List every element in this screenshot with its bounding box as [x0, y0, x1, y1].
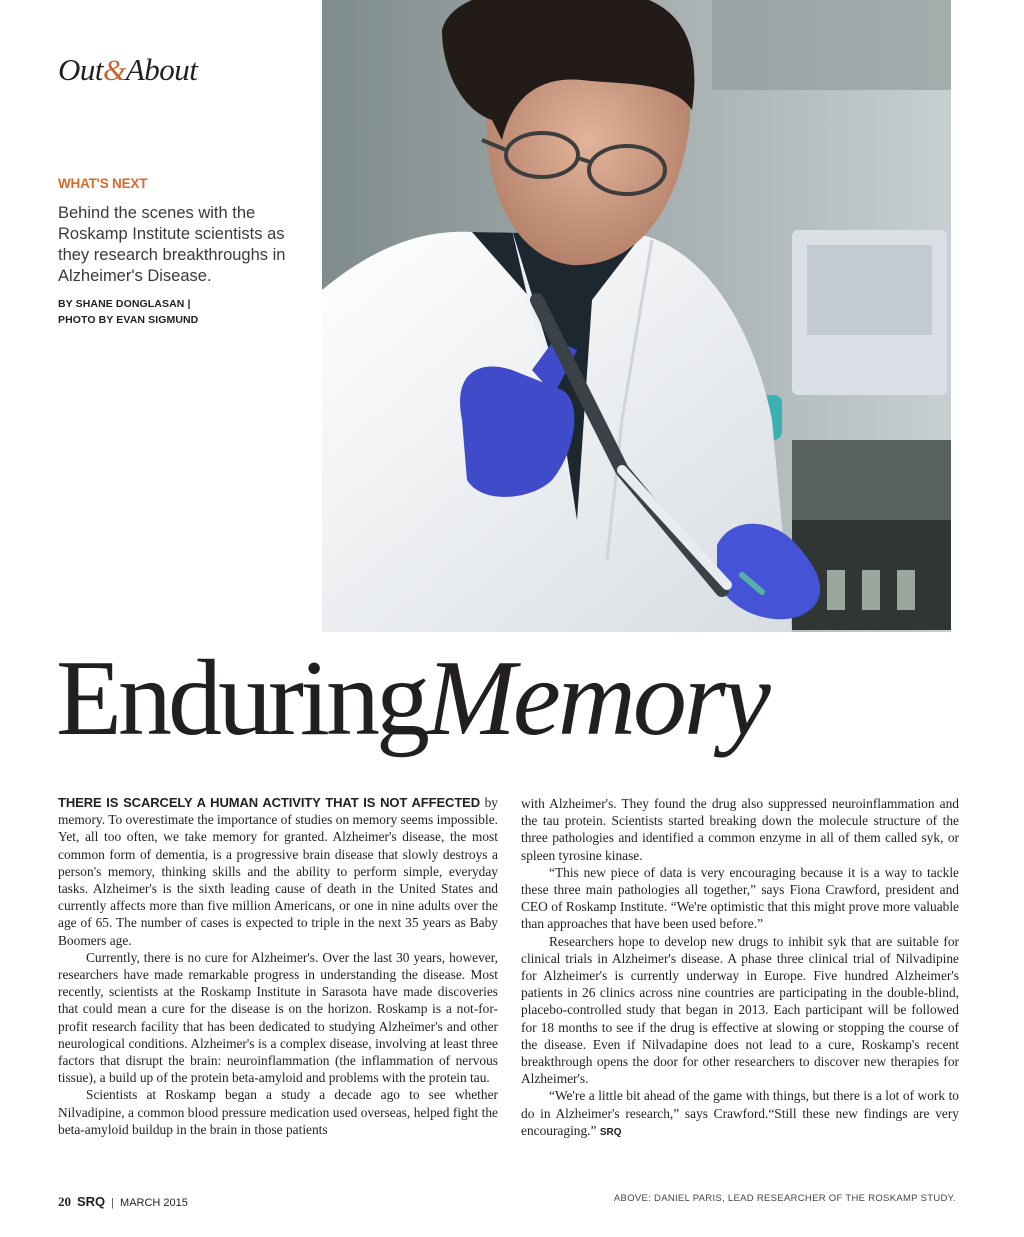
section-name-right: About [125, 52, 198, 87]
headline [56, 639, 768, 758]
lead-photo [322, 0, 951, 632]
body-paragraph-2: Currently, there is no cure for Alzheimer's. Over the last 30 years, however, researchers have made remarkable progress in understanding the disease. Most recently, scientists at the Roskamp Institute in Sarasota have made discoveries that could mean a cure for the disease is on the horizon. Roskamp is a not-for-profit research facility that has been dedicated to studying Alzheimer's and other neurological conditions. Alzheimer's is a complex disease, involving at least three factors that disrupt the brain: neuroinflammation (the inflammation of nervous tissue), a build up of the protein beta-amyloid and problems with the protein tau. [58, 949, 498, 1086]
section-name-ampersand: & [103, 54, 126, 87]
body-paragraph-6-text: “We're a little bit ahead of the game with things, but there is a lot of work to do in Alzheimer's research,” says Crawford.“Still these new findings are very encouraging.” [521, 1088, 959, 1138]
photo-credit: PHOTO BY EVAN SIGMUND [58, 314, 199, 326]
dek: Behind the scenes with the Roskamp Institute scientists as they research breakthroughs in Alzheimer's Disease. [58, 204, 286, 285]
section-logo [58, 52, 197, 88]
byline: BY SHANE DONGLASAN | [58, 298, 191, 310]
credits [58, 296, 198, 328]
section-name-left: Out [58, 52, 103, 87]
body-paragraph-1-text: by memory. To overestimate the importance of studies on memory seems impossible. Yet, all too often, we take memory for granted. Alzheimer's disease, the most common form of dementia, is a progressive brain disease that slowly destroys a person's memory, thinking skills and the ability to perform simple, everyday tasks. Alzheimer's is the sixth leading cause of death in the United States and currently affects more than five million Americans, or one in nine adults over the age of 65. The number of cases is expected to triple in the next 35 years as Baby Boomers age. [58, 795, 498, 948]
kicker: WHAT'S NEXT [58, 176, 148, 191]
end-mark: SRQ [599, 1126, 622, 1138]
magazine-name: SRQ [77, 1194, 106, 1209]
body-paragraph-3-continued: with Alzheimer's. They found the drug also suppressed neuroinflammation and the tau protein. Scientists started breaking down the molecule structure of the three pathologies and identified a common enzyme in all of them called syk, or spleen tyrosine kinase. [521, 796, 959, 863]
body-paragraph-1 [58, 794, 498, 949]
page-number: 20 [58, 1194, 71, 1209]
body-column-left [58, 794, 498, 1138]
body-paragraph-6 [521, 1087, 959, 1141]
headline-italic: Memory [425, 639, 768, 758]
body-column-right [521, 795, 959, 1141]
issue-date: MARCH 2015 [120, 1197, 188, 1209]
body-paragraph-5: Researchers hope to develop new drugs to inhibit syk that are suitable for clinical trials in Alzheimer's disease. A phase three clinical trial of Nilvadipine for Alzheimer's is currently underway in Europe. Five hundred Alzheimer's patients in 26 clinics across nine countries are participating in the double-blind, placebo-controlled study that began in 2013. Each participant will be followed for 18 months to see if the drug is effective at slowing or stopping the course of the disease. Even if Nilvadapine does not lead to a cure, Roskamp's recent breakthrough opens the door for other researchers to discover new therapies for Alzheimer's. [521, 933, 959, 1087]
lead-in: THERE IS SCARCELY A HUMAN ACTIVITY THAT IS NOT AFFECTED [58, 795, 481, 810]
folio-separator: | [111, 1197, 115, 1209]
folio [58, 1194, 188, 1210]
body-paragraph-3: Scientists at Roskamp began a study a decade ago to see whether Nilvadipine, a common blood pressure medication used overseas, helped fight the beta-amyloid buildup in the brain in those patients [58, 1087, 498, 1137]
photo-caption: ABOVE: DANIEL PARIS, LEAD RESEARCHER OF THE ROSKAMP STUDY. [613, 1193, 956, 1204]
body-paragraph-4: “This new piece of data is very encouraging because it is a way to tackle these three main pathologies all together,” says Fiona Crawford, president and CEO of Roskamp Institute. “We're optimistic that this might prove more valuable than approaches that have been used before.” [521, 864, 959, 932]
lead-photo-illustration [322, 0, 951, 632]
headline-roman: Enduring [56, 639, 426, 758]
